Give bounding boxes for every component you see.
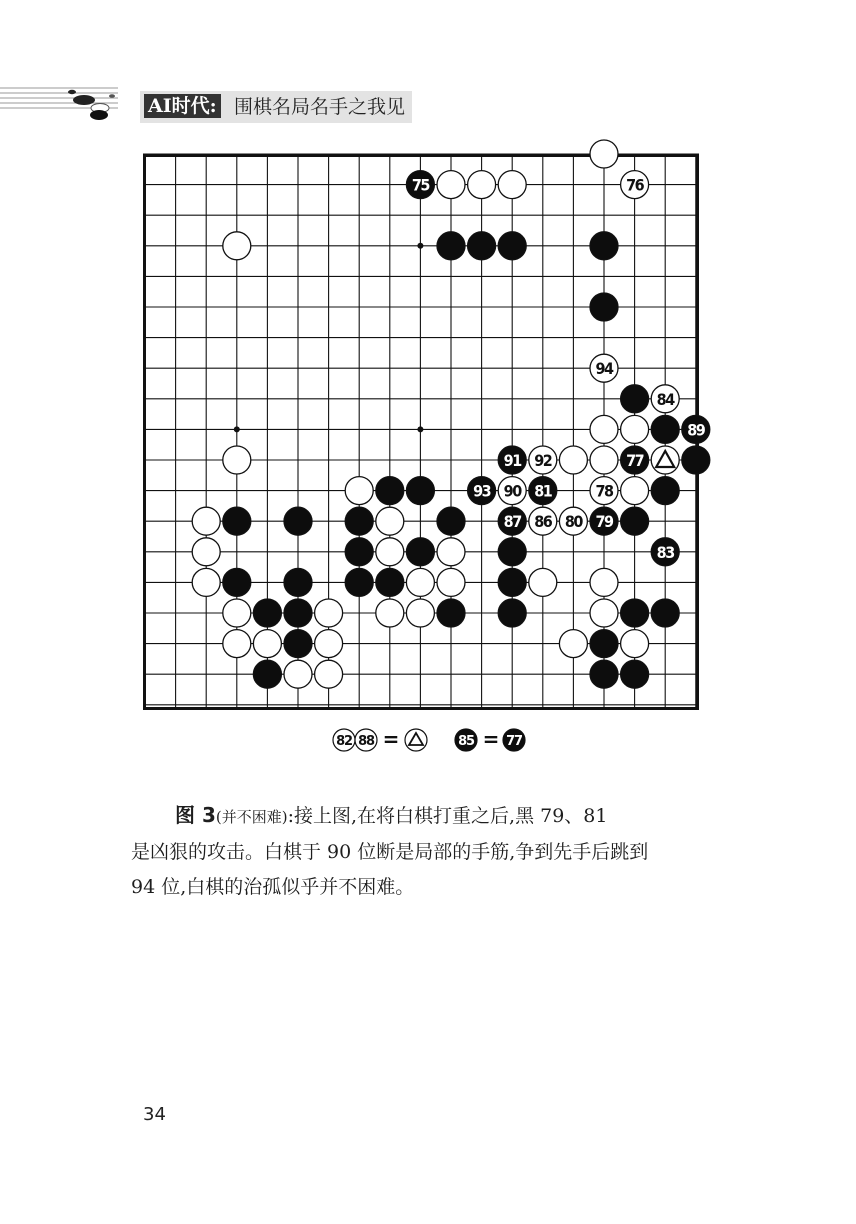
black-stone-numbered — [498, 507, 526, 535]
black-stone — [437, 599, 465, 627]
white-stone — [437, 568, 465, 596]
white-stone — [437, 538, 465, 566]
white-stone — [590, 568, 618, 596]
white-stone — [345, 477, 373, 505]
white-stone — [529, 568, 557, 596]
white-stone — [498, 171, 526, 199]
black-stone-numbered — [590, 507, 618, 535]
black-stone — [437, 507, 465, 535]
white-stone-marked — [651, 446, 679, 474]
move-number: 93 — [473, 481, 491, 501]
black-stone — [406, 538, 434, 566]
diagram-caption — [330, 724, 550, 756]
white-stone — [223, 599, 251, 627]
black-stone — [345, 538, 373, 566]
move-number: 91 — [503, 451, 521, 470]
move-number: 84 — [656, 389, 674, 409]
series-label: AI时代: — [144, 94, 221, 118]
move-number: 87 — [503, 512, 521, 532]
move-number: 80 — [564, 512, 582, 532]
move-number: 79 — [595, 512, 613, 532]
black-stone — [621, 599, 649, 627]
black-stone-numbered — [621, 446, 649, 474]
white-stone — [468, 171, 496, 199]
figure-label: 图 3 — [175, 803, 216, 827]
page-header — [0, 78, 856, 128]
move-number: 90 — [503, 481, 521, 501]
white-stone-numbered — [590, 354, 618, 382]
black-stone-icon — [73, 95, 95, 105]
star-point — [417, 243, 423, 249]
body-text — [131, 798, 731, 905]
paragraph-line: 94 位,白棋的治孤似乎并不困难。 — [131, 876, 415, 898]
white-stone — [590, 415, 618, 443]
white-stone-numbered — [498, 477, 526, 505]
star-point — [234, 426, 240, 432]
black-stone — [253, 660, 281, 688]
white-stone — [559, 446, 587, 474]
black-stone — [437, 232, 465, 260]
black-stone — [651, 415, 679, 443]
equals-sign: = — [482, 727, 500, 751]
caption-move-number: 77 — [506, 734, 522, 749]
move-number: 76 — [626, 175, 644, 195]
white-stone — [590, 446, 618, 474]
move-number: 81 — [534, 481, 552, 501]
black-stone-numbered — [498, 446, 526, 474]
black-stone — [621, 660, 649, 688]
caption-move-number: 82 — [336, 734, 352, 749]
white-stone — [559, 630, 587, 658]
white-stone-numbered — [621, 171, 649, 199]
caption-white-stone — [355, 729, 377, 751]
black-stone — [284, 568, 312, 596]
black-stone — [406, 477, 434, 505]
black-stone — [284, 599, 312, 627]
white-stone — [223, 446, 251, 474]
white-stone — [621, 630, 649, 658]
white-stone — [590, 599, 618, 627]
black-stone — [590, 293, 618, 321]
move-number: 78 — [595, 481, 613, 501]
black-stone — [223, 507, 251, 535]
white-stone — [621, 477, 649, 505]
black-stone — [284, 507, 312, 535]
star-point — [417, 426, 423, 432]
caption-white-stone — [333, 729, 355, 751]
black-stone — [621, 507, 649, 535]
white-stone — [406, 568, 434, 596]
white-stone-numbered — [529, 446, 557, 474]
book-title: 围棋名局名手之我见 — [234, 96, 406, 118]
black-stone — [498, 538, 526, 566]
white-stone-numbered — [651, 385, 679, 413]
black-stone — [590, 630, 618, 658]
black-stone — [345, 507, 373, 535]
caption-move-number: 88 — [358, 734, 374, 749]
black-stone — [498, 568, 526, 596]
white-stone-numbered — [590, 477, 618, 505]
white-stone — [376, 507, 404, 535]
black-stone-numbered — [406, 171, 434, 199]
paragraph-line: 是凶狠的攻击。白棋于 90 位断是局部的手筋,争到先手后跳到 — [131, 841, 649, 863]
white-stone — [315, 660, 343, 688]
white-stone — [406, 599, 434, 627]
white-stone — [437, 171, 465, 199]
figure-subtitle: (并不困难) — [215, 808, 288, 826]
move-number: 86 — [534, 512, 552, 532]
white-stone — [315, 630, 343, 658]
black-stone — [223, 568, 251, 596]
white-stone — [223, 630, 251, 658]
paragraph-line: :接上图,在将白棋打重之后,黑 79、81 — [287, 805, 608, 827]
white-stone — [376, 599, 404, 627]
white-stone — [223, 232, 251, 260]
white-stone — [192, 538, 220, 566]
move-number: 83 — [656, 542, 674, 562]
white-stone-numbered — [529, 507, 557, 535]
white-stone — [192, 568, 220, 596]
white-stone — [315, 599, 343, 627]
black-stone — [253, 599, 281, 627]
black-stone — [376, 568, 404, 596]
black-stone-numbered — [682, 415, 710, 443]
black-stone — [376, 477, 404, 505]
black-stone — [590, 232, 618, 260]
black-stone — [651, 477, 679, 505]
move-number: 94 — [595, 359, 613, 379]
caption-black-stone — [503, 729, 525, 751]
black-stone — [682, 446, 710, 474]
white-stone-numbered — [559, 507, 587, 535]
black-stone — [498, 232, 526, 260]
black-stone — [468, 232, 496, 260]
page-number: 34 — [143, 1104, 166, 1125]
move-number: 92 — [534, 451, 552, 470]
black-stone — [590, 660, 618, 688]
white-stone — [590, 140, 618, 168]
black-stone-numbered — [529, 477, 557, 505]
header-ornament — [0, 78, 140, 128]
go-board-diagram — [143, 154, 705, 710]
white-stone — [253, 630, 281, 658]
caption-black-stone — [455, 729, 477, 751]
white-stone — [376, 538, 404, 566]
black-stone — [345, 568, 373, 596]
move-number: 77 — [626, 451, 644, 470]
black-stone — [498, 599, 526, 627]
white-stone — [192, 507, 220, 535]
caption-triangle-stone — [405, 729, 427, 751]
black-stone-numbered — [651, 538, 679, 566]
white-stone — [621, 415, 649, 443]
equals-sign: = — [382, 727, 400, 751]
caption-move-number: 85 — [458, 734, 474, 749]
black-stone — [621, 385, 649, 413]
white-stone — [284, 660, 312, 688]
move-number: 89 — [687, 420, 705, 440]
black-stone — [284, 630, 312, 658]
move-number: 75 — [411, 175, 429, 195]
paragraph — [131, 798, 731, 835]
black-stone-numbered — [468, 477, 496, 505]
black-stone — [651, 599, 679, 627]
